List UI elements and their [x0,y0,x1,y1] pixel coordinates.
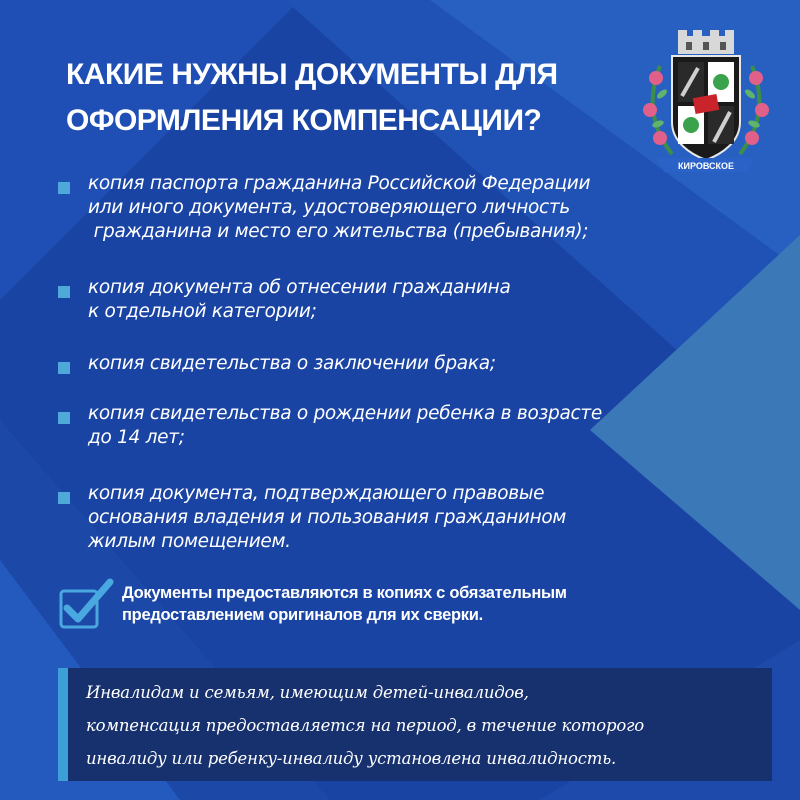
text-line: Инвалидам и семьям, имеющим детей-инвалидов, [86,683,529,702]
text-line: Документы предоставляются в копиях с обязательным [122,584,567,602]
list-item-text [88,276,510,324]
text-line: или иного документа, удостоверяющего личность [88,197,570,218]
square-bullet-icon [58,182,70,194]
list-item-text [88,482,566,554]
coat-of-arms-icon [638,26,774,182]
text-line: гражданина и место его жительства (пребывания); [88,221,589,242]
text-line: копия паспорта гражданина Российской Федерации [88,173,591,194]
notice-text [122,582,567,626]
list-item [58,276,510,324]
text-line: копия свидетельства о заключении брака; [88,353,496,374]
text-line: до 14 лет; [88,427,185,448]
square-bullet-icon [58,492,70,504]
page-title [66,52,626,144]
square-bullet-icon [58,286,70,298]
list-item [58,402,602,450]
text-line: предоставлением оригиналов для их сверки. [122,606,483,624]
disability-info-box [58,668,772,781]
text-line: копия свидетельства о рождении ребенка в возрасте [88,403,602,424]
text-line: инвалиду или ребенку-инвалиду установлена инвалидность. [86,749,617,768]
text-line: основания владения и пользования гражданином [88,507,567,528]
list-item-text [88,402,602,450]
text-line: копия документа об отнесении гражданина [88,277,511,298]
text-line: к отдельной категории; [88,301,317,322]
list-item [58,172,590,244]
info-text [86,676,766,775]
title-line: КАКИЕ НУЖНЫ ДОКУМЕНТЫ ДЛЯ [66,58,558,91]
list-item-text [88,172,590,244]
emblem-label: КИРОВСКОЕ [678,161,734,171]
list-item [58,352,496,376]
square-bullet-icon [58,362,70,374]
list-item-text [88,352,496,376]
square-bullet-icon [58,412,70,424]
title-line: ОФОРМЛЕНИЯ КОМПЕНСАЦИИ? [66,104,542,137]
originals-notice [58,578,698,632]
text-line: компенсация предоставляется на период, в течение которого [86,716,644,735]
checkbox-checked-icon [58,578,114,630]
text-line: жилым помещением. [88,531,291,552]
list-item [58,482,566,554]
text-line: копия документа, подтверждающего правовые [88,483,545,504]
accent-stripe [58,668,68,781]
